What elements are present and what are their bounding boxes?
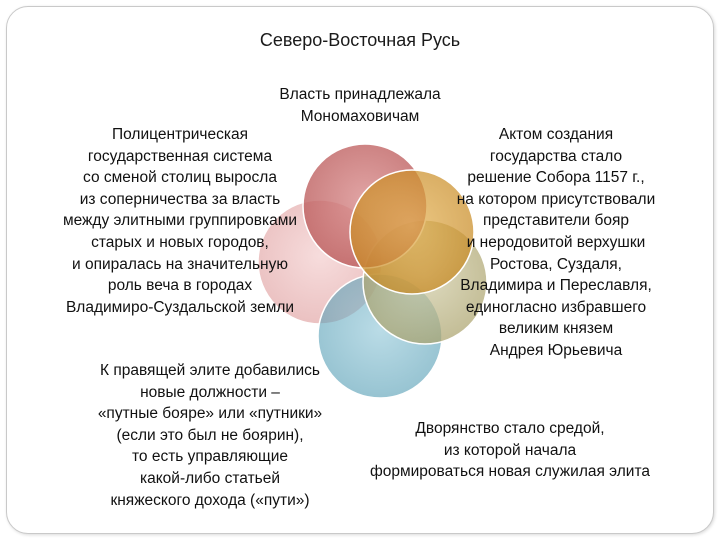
text-top: Власть принадлежала Мономаховичам (279, 86, 441, 125)
text-bottom-left: К правящей элите добавились новые должности – «путные бояре» или «путники» (если это был не боярин), то есть управляющие какой-либо статьей княжеского дохода («пути») (97, 362, 323, 509)
text-left: Полицентрическая государственная система со сменой столиц выросла из соперничества за власть между элитными группировками старых и новых городов, и опиралась на значительную роль веча в городах Владимиро-Суздальской земли (62, 126, 298, 316)
text-right: Актом создания государства стало решение Собора 1157 г., на котором присутствовали представители бояр и неродовитой верхушки Ростова, Суздаля, Владимира и Переславля, единогласно избравшего великим князем Андрея Юрьевича (456, 126, 656, 359)
text-bottom-right: Дворянство стало средой, из которой начала формироваться новая служилая элита (370, 420, 650, 481)
slide-title: Северо-Восточная Русь (259, 30, 461, 50)
